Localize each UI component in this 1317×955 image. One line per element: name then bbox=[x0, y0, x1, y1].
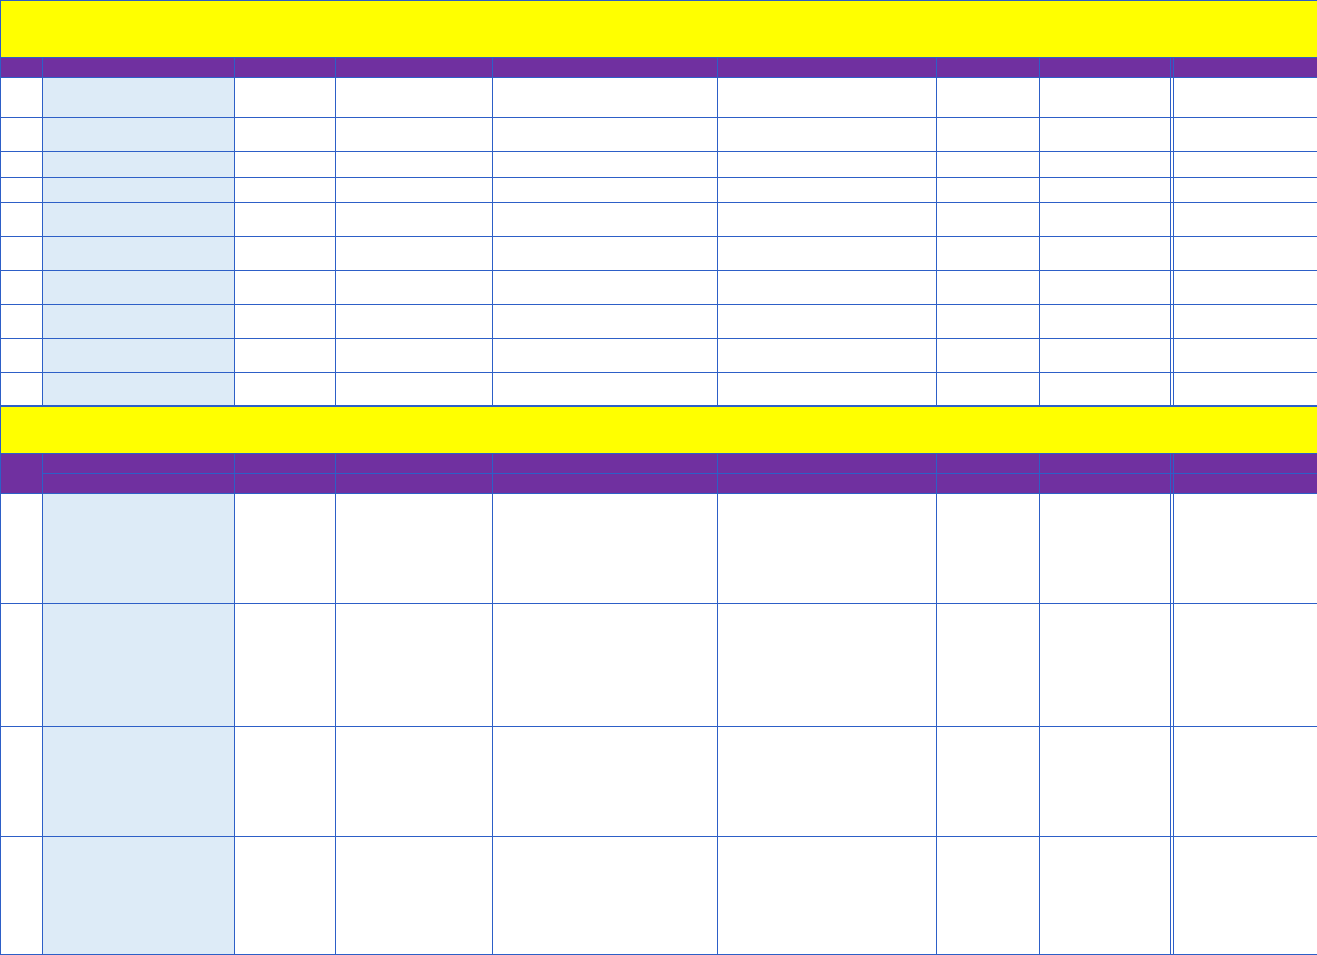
de-header-reward bbox=[1174, 454, 1317, 474]
lo-cell bbox=[235, 373, 336, 406]
de-header-date-1 bbox=[235, 454, 336, 474]
lo-header-date-3 bbox=[493, 58, 718, 78]
lo-header-date-5 bbox=[937, 58, 1040, 78]
de-stt bbox=[1, 727, 43, 837]
lo-cell bbox=[937, 339, 1040, 373]
lo-stt bbox=[1, 373, 43, 406]
lo-header-date-2 bbox=[336, 58, 493, 78]
lo-cell bbox=[937, 178, 1040, 203]
lo-cell bbox=[1040, 373, 1171, 406]
lo-cell-d17 bbox=[493, 152, 718, 178]
lo-nick bbox=[43, 271, 235, 305]
lo-cell bbox=[1174, 78, 1317, 118]
de-result-3 bbox=[493, 474, 718, 494]
lo-cell bbox=[1174, 271, 1317, 305]
de-nick bbox=[43, 604, 235, 727]
lo-cell bbox=[1040, 339, 1171, 373]
lo-cell-d17 bbox=[493, 373, 718, 406]
lo-header-stt bbox=[1, 58, 43, 78]
de-cell bbox=[718, 494, 937, 604]
lo-stt bbox=[1, 178, 43, 203]
table-row bbox=[1, 271, 1317, 305]
lo-cell bbox=[235, 78, 336, 118]
lo-cell-d18 bbox=[718, 178, 937, 203]
de-cell-d16 bbox=[336, 727, 493, 837]
de-cell bbox=[235, 727, 336, 837]
lo-header-reward bbox=[1174, 58, 1317, 78]
de-stt bbox=[1, 494, 43, 604]
lo-cell bbox=[1174, 203, 1317, 237]
lo-header-date-4 bbox=[718, 58, 937, 78]
lo-nick bbox=[43, 339, 235, 373]
de-result-empty bbox=[718, 474, 937, 494]
de-header-date-2 bbox=[336, 454, 493, 474]
de-cell bbox=[1174, 727, 1317, 837]
lo-cell-d17 bbox=[493, 305, 718, 339]
de-result-empty bbox=[1040, 474, 1171, 494]
de-cell bbox=[937, 604, 1040, 727]
lo-cell bbox=[336, 271, 493, 305]
de-cell-d15 bbox=[235, 494, 336, 604]
lo-cell bbox=[1174, 339, 1317, 373]
lo-header-date-1 bbox=[235, 58, 336, 78]
de-cell bbox=[1040, 727, 1171, 837]
de-nick bbox=[43, 494, 235, 604]
lo-cell-d18 bbox=[718, 271, 937, 305]
lo-cell bbox=[336, 152, 493, 178]
lo-cell bbox=[1174, 118, 1317, 152]
lo-cell bbox=[1040, 152, 1171, 178]
lo-cell-d17 bbox=[493, 178, 718, 203]
lo-cell bbox=[937, 305, 1040, 339]
lo-cell bbox=[1040, 178, 1171, 203]
lo-cell bbox=[336, 339, 493, 373]
lo-cell bbox=[235, 339, 336, 373]
lo-nick bbox=[43, 178, 235, 203]
lo-cell-d17 bbox=[493, 203, 718, 237]
de-cell bbox=[1040, 604, 1171, 727]
de-cell-d15 bbox=[235, 604, 336, 727]
lo-cell bbox=[937, 118, 1040, 152]
de-title bbox=[1, 407, 1317, 454]
lo-cell bbox=[336, 373, 493, 406]
lo-cell-d17 bbox=[493, 237, 718, 271]
table-row bbox=[1, 837, 1317, 955]
lo-stt bbox=[1, 78, 43, 118]
de-nick bbox=[43, 837, 235, 955]
lo-header-date-6 bbox=[1040, 58, 1171, 78]
de-result-empty bbox=[937, 474, 1040, 494]
lo-cell bbox=[336, 237, 493, 271]
de-cell-d17 bbox=[493, 494, 718, 604]
lo-cell bbox=[937, 237, 1040, 271]
lo-cell bbox=[937, 373, 1040, 406]
de-cell bbox=[937, 494, 1040, 604]
table-row bbox=[1, 339, 1317, 373]
de-header-de-label bbox=[43, 474, 235, 494]
de-cell-d17 bbox=[493, 837, 718, 955]
lo-cell-d18 bbox=[718, 203, 937, 237]
de-header-date-3 bbox=[493, 454, 718, 474]
table-row bbox=[1, 237, 1317, 271]
de-cell bbox=[1040, 494, 1171, 604]
de-cell bbox=[718, 727, 937, 837]
de-cell bbox=[1174, 494, 1317, 604]
de-header-nick bbox=[43, 454, 235, 474]
de-cell-d18 bbox=[718, 837, 937, 955]
lo-nick bbox=[43, 305, 235, 339]
lo-nick bbox=[43, 118, 235, 152]
table-row bbox=[1, 178, 1317, 203]
lo-cell bbox=[1174, 305, 1317, 339]
lo-table bbox=[0, 0, 1317, 406]
de-cell bbox=[235, 837, 336, 955]
lo-stt bbox=[1, 118, 43, 152]
lo-cell-d18 bbox=[718, 118, 937, 152]
lo-cell bbox=[336, 178, 493, 203]
lo-nick bbox=[43, 78, 235, 118]
table-row bbox=[1, 118, 1317, 152]
table-row bbox=[1, 727, 1317, 837]
lo-cell bbox=[937, 203, 1040, 237]
de-cell-d17 bbox=[493, 604, 718, 727]
lo-cell-d17 bbox=[493, 78, 718, 118]
lo-cell-d18 bbox=[718, 237, 937, 271]
table-row bbox=[1, 203, 1317, 237]
de-header-date-6 bbox=[1040, 454, 1171, 474]
lo-cell bbox=[937, 78, 1040, 118]
lo-cell bbox=[336, 305, 493, 339]
lo-nick bbox=[43, 203, 235, 237]
lo-cell bbox=[1040, 271, 1171, 305]
de-cell bbox=[1174, 837, 1317, 955]
lo-cell-d18 bbox=[718, 78, 937, 118]
lo-cell-d18 bbox=[718, 305, 937, 339]
lo-cell bbox=[1040, 203, 1171, 237]
lo-cell bbox=[336, 78, 493, 118]
lo-cell bbox=[937, 152, 1040, 178]
lo-stt bbox=[1, 271, 43, 305]
lo-cell bbox=[1040, 78, 1171, 118]
lo-cell bbox=[1174, 237, 1317, 271]
lo-cell bbox=[1174, 152, 1317, 178]
de-cell bbox=[937, 727, 1040, 837]
lo-cell-d18 bbox=[718, 152, 937, 178]
lo-stt bbox=[1, 339, 43, 373]
table-row bbox=[1, 494, 1317, 604]
de-result-1 bbox=[235, 474, 336, 494]
de-nick bbox=[43, 727, 235, 837]
lo-cell-d17 bbox=[493, 271, 718, 305]
lo-cell bbox=[235, 178, 336, 203]
lo-cell-d17 bbox=[493, 118, 718, 152]
lo-cell-d17 bbox=[493, 339, 718, 373]
lo-cell bbox=[1040, 237, 1171, 271]
lo-stt bbox=[1, 237, 43, 271]
de-header-date-4 bbox=[718, 454, 937, 474]
de-cell-d16 bbox=[336, 494, 493, 604]
de-stt bbox=[1, 604, 43, 727]
lo-cell bbox=[1040, 305, 1171, 339]
lo-stt bbox=[1, 305, 43, 339]
lo-cell bbox=[235, 118, 336, 152]
de-cell-d18 bbox=[718, 604, 937, 727]
de-cell-d17 bbox=[493, 727, 718, 837]
lo-cell bbox=[336, 118, 493, 152]
de-header-date-5 bbox=[937, 454, 1040, 474]
lo-nick bbox=[43, 152, 235, 178]
lo-cell bbox=[235, 152, 336, 178]
de-cell bbox=[336, 837, 493, 955]
lo-nick bbox=[43, 373, 235, 406]
de-cell-d16 bbox=[336, 604, 493, 727]
table-row bbox=[1, 604, 1317, 727]
lo-cell bbox=[235, 271, 336, 305]
lo-cell bbox=[336, 203, 493, 237]
lo-cell bbox=[1174, 373, 1317, 406]
de-header-stt bbox=[1, 454, 43, 494]
lo-stt bbox=[1, 152, 43, 178]
de-result-empty bbox=[1174, 474, 1317, 494]
lo-cell bbox=[235, 305, 336, 339]
table-row bbox=[1, 373, 1317, 406]
lo-cell bbox=[235, 203, 336, 237]
lo-nick bbox=[43, 237, 235, 271]
lo-cell bbox=[1040, 118, 1171, 152]
lo-cell bbox=[235, 237, 336, 271]
lo-stt bbox=[1, 203, 43, 237]
lo-cell bbox=[1174, 178, 1317, 203]
lo-header-nick bbox=[43, 58, 235, 78]
de-result-2 bbox=[336, 474, 493, 494]
table-row bbox=[1, 152, 1317, 178]
table-row bbox=[1, 78, 1317, 118]
table-row bbox=[1, 305, 1317, 339]
lo-cell bbox=[937, 271, 1040, 305]
lo-cell-d18 bbox=[718, 339, 937, 373]
de-cell bbox=[937, 837, 1040, 955]
lo-cell-d18 bbox=[718, 373, 937, 406]
de-cell-reward bbox=[1174, 604, 1317, 727]
de-cell bbox=[1040, 837, 1171, 955]
lo-title bbox=[1, 1, 1317, 58]
de-table bbox=[0, 406, 1317, 955]
de-stt bbox=[1, 837, 43, 955]
